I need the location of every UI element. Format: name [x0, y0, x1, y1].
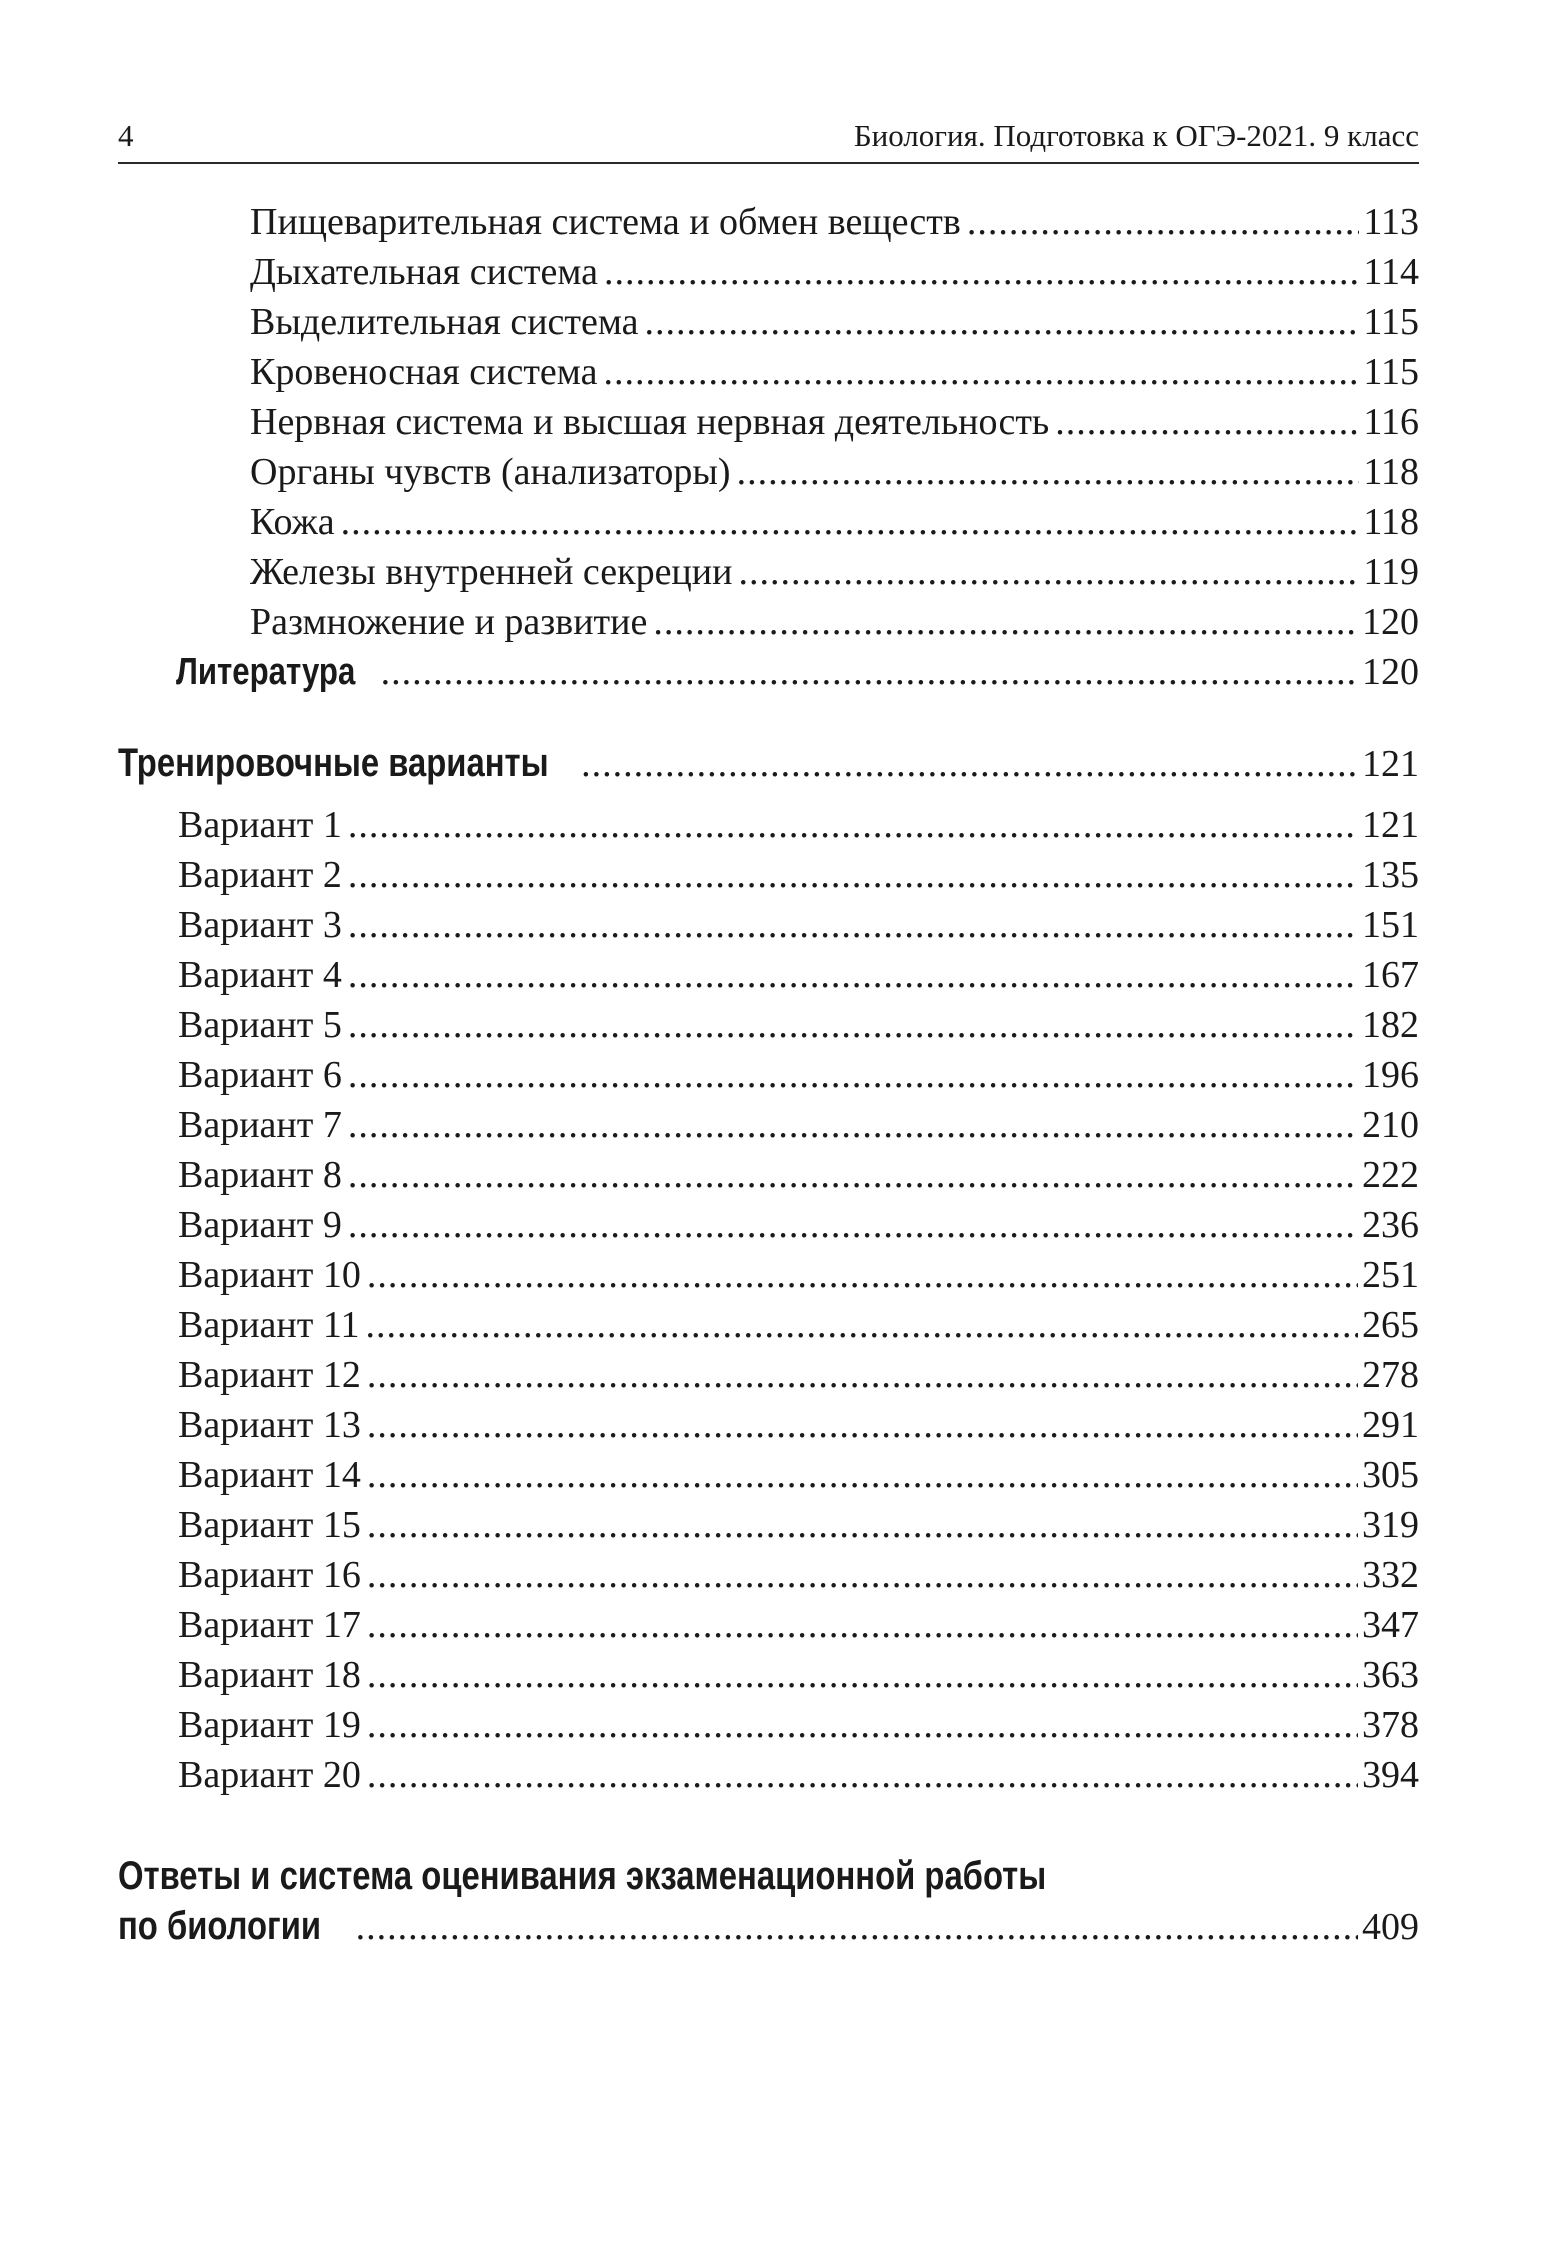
- toc-entry-page: 113: [1363, 201, 1419, 243]
- toc-entry-variant[interactable]: [178, 1650, 1419, 1700]
- variant-label: Вариант 16: [178, 1554, 361, 1596]
- training-label: Тренировочные варианты: [118, 741, 549, 785]
- toc-entry[interactable]: [250, 197, 1419, 247]
- dot-leader: [653, 597, 1358, 647]
- toc-entry-page: 115: [1363, 301, 1419, 343]
- dot-leader: [367, 1750, 1358, 1800]
- variant-page: 251: [1362, 1254, 1419, 1296]
- toc-entry[interactable]: [250, 447, 1419, 497]
- variant-page: 265: [1362, 1304, 1419, 1346]
- toc-entry-page: 115: [1363, 351, 1419, 393]
- toc-entry-variant[interactable]: [178, 800, 1419, 850]
- dot-leader: [348, 1100, 1358, 1150]
- dot-leader: [348, 900, 1358, 950]
- variant-page: 378: [1362, 1704, 1419, 1746]
- answers-title-line1: Ответы и система оценивания экзаменационной работы: [118, 1854, 1047, 1898]
- variant-page: 394: [1362, 1754, 1419, 1796]
- variant-label: Вариант 5: [178, 1004, 342, 1046]
- variant-label: Вариант 10: [178, 1254, 361, 1296]
- dot-leader: [367, 1650, 1358, 1700]
- variant-label: Вариант 1: [178, 804, 342, 846]
- variant-label: Вариант 20: [178, 1754, 361, 1796]
- toc-entry-variant[interactable]: [178, 1500, 1419, 1550]
- variant-page: 121: [1362, 804, 1419, 846]
- dot-leader: [1055, 397, 1359, 447]
- literature-label: Литература: [176, 651, 356, 693]
- variant-label: Вариант 19: [178, 1704, 361, 1746]
- variant-page: 167: [1362, 954, 1419, 996]
- toc-section-answers-line1: [118, 1851, 1250, 1901]
- dot-leader: [348, 1050, 1358, 1100]
- dot-leader: [367, 1550, 1358, 1600]
- dot-leader: [737, 447, 1360, 497]
- toc-entry-label: Выделительная система: [250, 301, 639, 343]
- dot-leader: [348, 1200, 1358, 1250]
- book-title: Биология. Подготовка к ОГЭ-2021. 9 класс: [853, 118, 1419, 153]
- toc-entry[interactable]: [250, 597, 1419, 647]
- variant-page: 210: [1362, 1104, 1419, 1146]
- variant-page: 305: [1362, 1454, 1419, 1496]
- toc-entry-label: Нервная система и высшая нервная деятельность: [250, 401, 1050, 443]
- dot-leader: [603, 347, 1359, 397]
- variant-label: Вариант 13: [178, 1404, 361, 1446]
- page-number: 4: [118, 118, 134, 153]
- toc-entry-variant[interactable]: [178, 1550, 1419, 1600]
- toc-entry-label: [176, 647, 395, 697]
- toc-entry[interactable]: [250, 347, 1419, 397]
- dot-leader: [604, 247, 1359, 297]
- toc-entry-label: Кожа: [250, 501, 335, 543]
- variant-page: 135: [1362, 854, 1419, 896]
- variant-page: 363: [1362, 1654, 1419, 1696]
- dot-leader: [365, 1300, 1358, 1350]
- toc-entry-label: Пищеварительная система и обмен веществ: [250, 201, 961, 243]
- toc-entry[interactable]: [250, 247, 1419, 297]
- toc-section-label: [118, 738, 643, 788]
- dot-leader: [356, 1902, 1358, 1952]
- running-header: [118, 112, 1419, 164]
- toc-entry-variant[interactable]: [178, 950, 1419, 1000]
- dot-leader: [367, 1400, 1358, 1450]
- toc-entry-label: Кровеносная система: [250, 351, 598, 393]
- variant-label: Вариант 11: [178, 1304, 360, 1346]
- dot-leader: [645, 297, 1360, 347]
- toc-entry[interactable]: [250, 397, 1419, 447]
- toc-entry-label: Дыхательная система: [250, 251, 598, 293]
- toc-entry-variant[interactable]: [178, 1200, 1419, 1250]
- variant-page: 278: [1362, 1354, 1419, 1396]
- variant-label: Вариант 15: [178, 1504, 361, 1546]
- toc-entry-variant[interactable]: [178, 900, 1419, 950]
- variant-page: 222: [1362, 1154, 1419, 1196]
- toc-entry-variant[interactable]: [178, 850, 1419, 900]
- toc-entry[interactable]: [250, 497, 1419, 547]
- toc-entry-variant[interactable]: [178, 1700, 1419, 1750]
- toc-entry[interactable]: [250, 297, 1419, 347]
- toc-entry-page: 116: [1363, 401, 1419, 443]
- toc-section-label: [118, 1901, 366, 1951]
- toc-section-page: 121: [1362, 743, 1419, 785]
- toc-section-answers[interactable]: [118, 1901, 1419, 1951]
- toc-entry-page: 120: [1362, 601, 1419, 643]
- dot-leader: [581, 739, 1358, 789]
- variant-label: Вариант 3: [178, 904, 342, 946]
- variant-label: Вариант 2: [178, 854, 342, 896]
- variant-page: 151: [1362, 904, 1419, 946]
- dot-leader: [348, 800, 1358, 850]
- toc-entry-page: 118: [1363, 501, 1419, 543]
- answers-title-line2: по биологии: [118, 1904, 322, 1948]
- dot-leader: [367, 1450, 1358, 1500]
- toc-entry-literature[interactable]: [176, 647, 1419, 697]
- dot-leader: [738, 547, 1359, 597]
- toc-entry-page: 119: [1363, 551, 1419, 593]
- toc-section-training[interactable]: [118, 738, 1419, 788]
- dot-leader: [367, 1500, 1358, 1550]
- dot-leader: [348, 1000, 1358, 1050]
- toc-entry-page: 118: [1363, 451, 1419, 493]
- dot-leader: [348, 950, 1358, 1000]
- toc-entry-variant[interactable]: [178, 1050, 1419, 1100]
- toc-entry-label: Железы внутренней секреции: [250, 551, 733, 593]
- toc-entry-variant[interactable]: [178, 1150, 1419, 1200]
- variant-label: Вариант 6: [178, 1054, 342, 1096]
- toc-entry-variant[interactable]: [178, 1350, 1419, 1400]
- dot-leader: [367, 1350, 1358, 1400]
- variant-label: Вариант 4: [178, 954, 342, 996]
- toc-entry-variant[interactable]: [178, 1000, 1419, 1050]
- toc-entry-label: Размножение и развитие: [250, 601, 648, 643]
- toc-entry-label: Органы чувств (анализаторы): [250, 451, 731, 493]
- toc-entry-page: 120: [1362, 651, 1419, 693]
- toc-entry-variant[interactable]: [178, 1400, 1419, 1450]
- toc-entry-variant[interactable]: [178, 1250, 1419, 1300]
- dot-leader: [348, 1150, 1358, 1200]
- variant-label: Вариант 14: [178, 1454, 361, 1496]
- dot-leader: [367, 1700, 1358, 1750]
- variant-page: 332: [1362, 1554, 1419, 1596]
- variant-label: Вариант 7: [178, 1104, 342, 1146]
- variant-page: 291: [1362, 1404, 1419, 1446]
- dot-leader: [341, 497, 1360, 547]
- toc-section-page: 409: [1362, 1906, 1419, 1948]
- variant-page: 347: [1362, 1604, 1419, 1646]
- variant-label: Вариант 17: [178, 1604, 361, 1646]
- dot-leader: [967, 197, 1360, 247]
- variant-page: 236: [1362, 1204, 1419, 1246]
- variant-page: 182: [1362, 1004, 1419, 1046]
- toc-entry-variant[interactable]: [178, 1300, 1419, 1350]
- variant-label: Вариант 18: [178, 1654, 361, 1696]
- dot-leader: [381, 647, 1358, 697]
- variant-label: Вариант 8: [178, 1154, 342, 1196]
- variant-label: Вариант 12: [178, 1354, 361, 1396]
- toc-entry-variant[interactable]: [178, 1450, 1419, 1500]
- dot-leader: [348, 850, 1358, 900]
- toc-entry-variant[interactable]: [178, 1100, 1419, 1150]
- toc-entry-page: 114: [1363, 251, 1419, 293]
- toc-entry[interactable]: [250, 547, 1419, 597]
- toc-entry-variant[interactable]: [178, 1750, 1419, 1800]
- dot-leader: [367, 1600, 1358, 1650]
- variant-label: Вариант 9: [178, 1204, 342, 1246]
- dot-leader: [367, 1250, 1358, 1300]
- toc-entry-variant[interactable]: [178, 1600, 1419, 1650]
- variant-page: 196: [1362, 1054, 1419, 1096]
- variant-page: 319: [1362, 1504, 1419, 1546]
